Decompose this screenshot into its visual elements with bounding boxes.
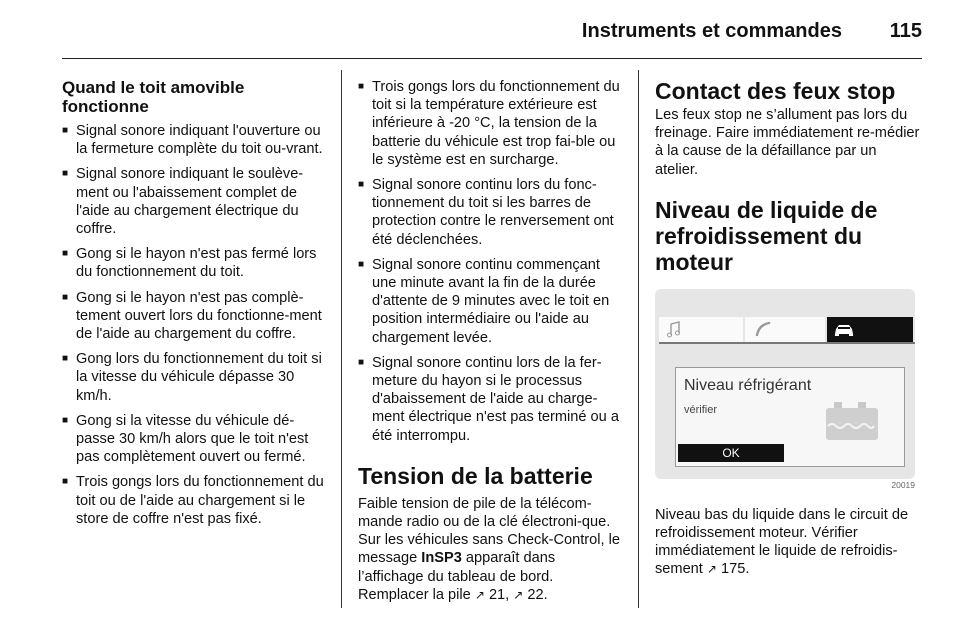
section-heading-brake: Contact des feux stop xyxy=(655,78,896,104)
column-divider-2 xyxy=(638,70,639,608)
warning-dialog xyxy=(675,367,905,467)
tab-audio xyxy=(659,317,743,342)
list-item: ■ Signal sonore indiquant le soulève-ment ou l'abaissement complet de l'aide au chargement électrique du coffre. xyxy=(62,165,328,238)
car-icon xyxy=(827,317,913,342)
music-note-icon xyxy=(659,317,743,342)
page-ref-link[interactable]: 175 xyxy=(721,561,746,578)
roof-list xyxy=(62,122,328,528)
section-heading-coolant: Niveau de liquide de refroidissement du moteur xyxy=(655,196,878,275)
page-ref-icon: ↗ xyxy=(706,562,717,577)
coolant-tank-icon xyxy=(824,402,882,442)
header-title: Instruments et commandes xyxy=(581,20,842,42)
page-header xyxy=(0,14,922,48)
page-ref-icon: ↗ xyxy=(513,587,524,602)
page-ref-link[interactable]: 22 xyxy=(527,586,544,603)
list-item: ■ Gong si le hayon n'est pas complè-tement ouvert lors du fonctionne-ment de l'aide au chargement du coffre. xyxy=(62,289,328,344)
figure-id: 20019 xyxy=(891,479,915,490)
page-ref-link[interactable]: 21 xyxy=(488,586,506,603)
section-heading-battery: Tension de la batterie xyxy=(358,462,593,489)
list-item: ■ Gong lors du fonctionnement du toit si la vitesse du véhicule dépasse 30 km/h. xyxy=(62,350,328,405)
dialog-subtitle: vérifier xyxy=(684,403,718,416)
list-item: ■ Gong si la vitesse du véhicule dé-passe 30 km/h alors que le toit n'est pas complètement ouvert ou fermé. xyxy=(62,412,328,467)
phone-icon xyxy=(745,317,825,342)
column-2 xyxy=(358,78,624,604)
battery-paragraph: Faible tension de pile de la télécom-mande radio ou de la clé électroni-que. Sur les véhicules sans Check-Control, le message InSP3 apparaît dans l’affichage du tableau de bord. Remplacer la pile ↗ 21, ↗ 22. xyxy=(358,495,620,603)
list-item: ■ Gong si le hayon n'est pas fermé lors du fonctionnement du toit. xyxy=(62,245,328,281)
column-1 xyxy=(62,78,328,535)
section-heading-roof: Quand le toit amovible fonctionne xyxy=(62,78,245,116)
list-item: ■ Signal sonore indiquant l'ouverture ou la fermeture complète du toit ou-vrant. xyxy=(62,122,328,158)
list-item: ■ Signal sonore continu lors de la fer-meture du hayon si le processus d'abaissement de l'aide au charge-ment électrique n'est pas terminé ou a été interrompu. xyxy=(358,354,624,445)
tab-vehicle xyxy=(827,317,913,342)
battery-text-end: apparaît dans l’affichage du tableau de bord. Remplacer la pile xyxy=(358,550,556,603)
coolant-display-figure xyxy=(655,289,917,504)
brake-paragraph: Les feux stop ne s’allument pas lors du freinage. Faire immédiatement re-médier à la cause de la défaillance par un atelier. xyxy=(655,107,920,178)
list-item: ■ Trois gongs lors du fonctionnement du toit si la température extérieure est inférieure à -20 °C, la tension de la batterie du véhicule est trop fai-ble ou le système est en surcharge. xyxy=(358,78,624,169)
column-divider-1 xyxy=(341,70,342,608)
list-item: ■ Trois gongs lors du fonctionnement du toit ou de l'aide au chargement si le store de coffre n'est pas fixé. xyxy=(62,473,328,528)
coolant-caption: Niveau bas du liquide dans le circuit de refroidissement moteur. Vérifier immédiatement le liquide de refroidis-sement ↗ 175. xyxy=(655,506,909,578)
dialog-title: Niveau réfrigérant xyxy=(684,376,812,394)
caption-text: Niveau bas du liquide dans le circuit de refroidissement moteur. Vérifier immédiatement le liquide de refroidis-sement xyxy=(655,506,909,578)
column-3 xyxy=(655,78,921,579)
list-item: ■ Signal sonore continu lors du fonc-tionnement du toit si les barres de protection contre le renversement ont été déclenchées. xyxy=(358,176,624,249)
tab-underline xyxy=(659,342,915,344)
list-item: ■ Signal sonore continu commençant une minute avant la fin de la durée d'attente de 9 minutes avec le toit en position intermédiaire ou l'aide au chargement levée. xyxy=(358,256,624,347)
tab-phone xyxy=(745,317,825,342)
roof-list-continued xyxy=(358,78,624,445)
message-code: InSP3 xyxy=(421,550,462,567)
battery-text: Faible tension de pile de la télécom-mande radio ou de la clé électroni-que. Sur les véhicules sans Check-Control, le message xyxy=(358,495,620,567)
header-rule xyxy=(62,58,922,59)
page-ref-icon: ↗ xyxy=(474,587,485,602)
page-number: 115 xyxy=(889,20,922,42)
ok-button[interactable]: OK xyxy=(678,444,784,462)
